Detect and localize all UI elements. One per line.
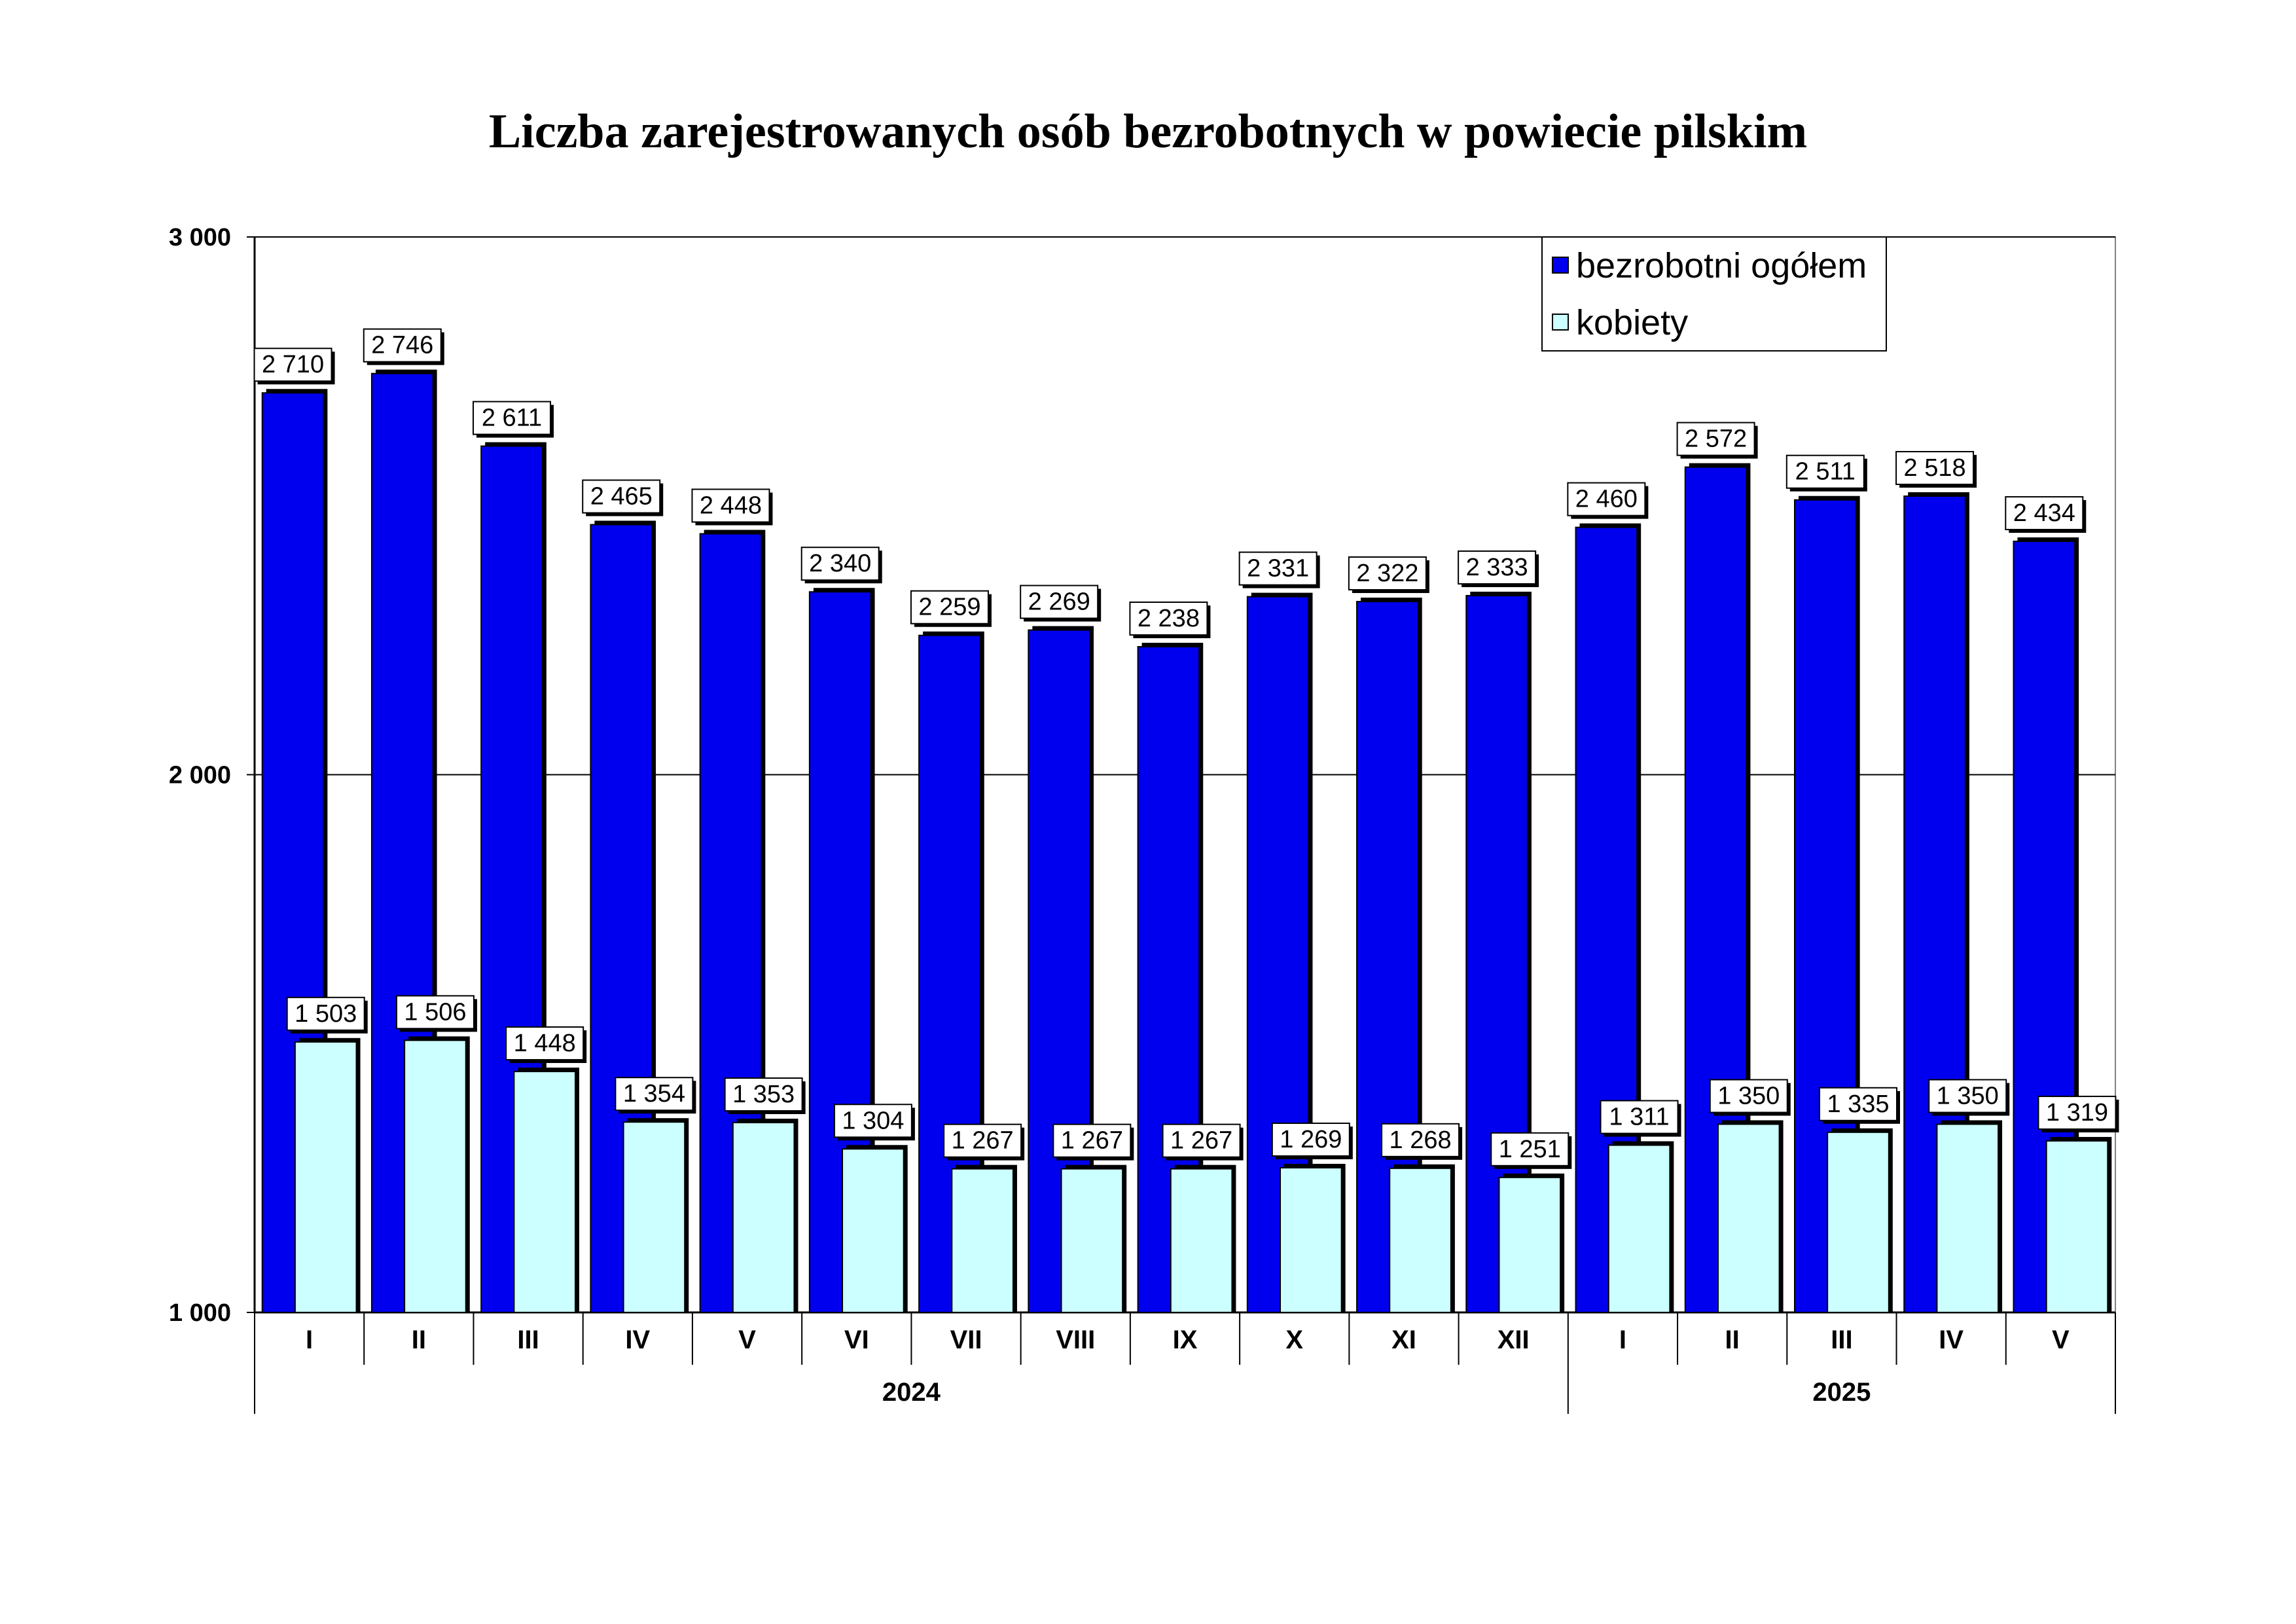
category-label: XI xyxy=(1391,1326,1416,1354)
value-label-bezrobotni: 2 259 xyxy=(918,593,981,621)
category-label: I xyxy=(306,1326,314,1354)
category-label: II xyxy=(1725,1326,1740,1354)
value-label-bezrobotni: 2 710 xyxy=(261,351,325,379)
category-label: VI xyxy=(844,1326,869,1354)
year-label: 2025 xyxy=(1812,1378,1871,1407)
category-label: II xyxy=(411,1326,426,1354)
bar-kobiety xyxy=(842,1149,904,1312)
bar-kobiety xyxy=(295,1042,357,1312)
legend-swatch-kobiety xyxy=(1552,314,1568,330)
value-label-bezrobotni: 2 572 xyxy=(1685,425,1748,453)
bar-kobiety xyxy=(1062,1169,1123,1312)
category-label: VII xyxy=(950,1326,982,1354)
value-label-bezrobotni: 2 518 xyxy=(1903,454,1966,482)
bar-kobiety xyxy=(1609,1146,1670,1312)
category-label: III xyxy=(1831,1326,1853,1354)
legend-label-bezrobotni: bezrobotni ogółem xyxy=(1576,246,1867,285)
chart-title: Liczba zarejestrowanych osób bezrobotnych w powiecie pilskim xyxy=(488,105,1808,158)
value-label-kobiety: 1 319 xyxy=(2045,1098,2109,1127)
bar-kobiety xyxy=(2047,1141,2108,1312)
y-tick-label: 3 000 xyxy=(168,224,231,251)
bar-kobiety xyxy=(1827,1132,1889,1312)
value-label-kobiety: 1 335 xyxy=(1827,1090,1890,1118)
y-tick-label: 1 000 xyxy=(168,1299,231,1327)
legend-swatch-bezrobotni xyxy=(1552,257,1568,273)
bar-kobiety xyxy=(952,1169,1013,1312)
value-label-kobiety: 1 506 xyxy=(404,998,467,1026)
bar-kobiety xyxy=(1390,1168,1451,1312)
value-label-kobiety: 1 354 xyxy=(622,1080,685,1108)
value-label-kobiety: 1 448 xyxy=(513,1029,576,1057)
value-label-kobiety: 1 353 xyxy=(732,1081,795,1109)
value-label-kobiety: 1 269 xyxy=(1280,1126,1342,1154)
category-label: IV xyxy=(625,1326,651,1354)
value-label-kobiety: 1 267 xyxy=(1170,1127,1233,1155)
value-label-bezrobotni: 2 511 xyxy=(1795,458,1856,486)
legend-label-kobiety: kobiety xyxy=(1576,303,1689,342)
category-label: VIII xyxy=(1056,1326,1096,1354)
legend xyxy=(1542,237,1886,351)
value-label-kobiety: 1 268 xyxy=(1389,1126,1452,1154)
category-label: V xyxy=(2052,1326,2070,1354)
value-label-kobiety: 1 251 xyxy=(1498,1135,1561,1163)
bar-kobiety xyxy=(1718,1124,1780,1312)
value-label-kobiety: 1 267 xyxy=(1060,1127,1123,1155)
year-label: 2024 xyxy=(882,1378,941,1407)
category-label: V xyxy=(738,1326,756,1354)
value-label-bezrobotni: 2 434 xyxy=(2013,499,2075,527)
bar-kobiety xyxy=(1499,1178,1560,1312)
value-label-bezrobotni: 2 269 xyxy=(1028,588,1090,616)
category-label: IX xyxy=(1172,1326,1198,1354)
bar-kobiety xyxy=(514,1072,575,1312)
value-label-bezrobotni: 2 238 xyxy=(1137,604,1200,632)
bar-kobiety xyxy=(1280,1168,1342,1312)
bar-kobiety xyxy=(1171,1169,1232,1312)
category-label: III xyxy=(517,1326,539,1354)
value-label-bezrobotni: 2 333 xyxy=(1465,553,1528,581)
bar-kobiety xyxy=(624,1122,685,1312)
value-label-kobiety: 1 267 xyxy=(951,1127,1014,1155)
value-label-bezrobotni: 2 331 xyxy=(1247,554,1310,583)
value-label-bezrobotni: 2 460 xyxy=(1575,485,1638,513)
category-label: IV xyxy=(1939,1326,1964,1354)
bar-kobiety xyxy=(404,1040,466,1312)
value-label-bezrobotni: 2 611 xyxy=(481,404,543,432)
category-label: XII xyxy=(1497,1326,1530,1354)
value-label-kobiety: 1 304 xyxy=(842,1107,905,1135)
category-label: X xyxy=(1285,1326,1304,1354)
value-label-kobiety: 1 503 xyxy=(295,1000,357,1028)
value-label-kobiety: 1 311 xyxy=(1609,1103,1670,1131)
value-label-kobiety: 1 350 xyxy=(1936,1082,1999,1110)
value-label-bezrobotni: 2 322 xyxy=(1356,559,1419,587)
bar-kobiety xyxy=(733,1123,795,1312)
value-label-kobiety: 1 350 xyxy=(1717,1082,1780,1110)
value-label-bezrobotni: 2 746 xyxy=(371,331,434,359)
value-label-bezrobotni: 2 340 xyxy=(809,550,872,578)
value-label-bezrobotni: 2 448 xyxy=(699,492,762,520)
value-label-bezrobotni: 2 465 xyxy=(590,482,653,511)
category-label: I xyxy=(1619,1326,1627,1354)
y-tick-label: 2 000 xyxy=(168,761,231,789)
bar-kobiety xyxy=(1937,1124,1998,1312)
